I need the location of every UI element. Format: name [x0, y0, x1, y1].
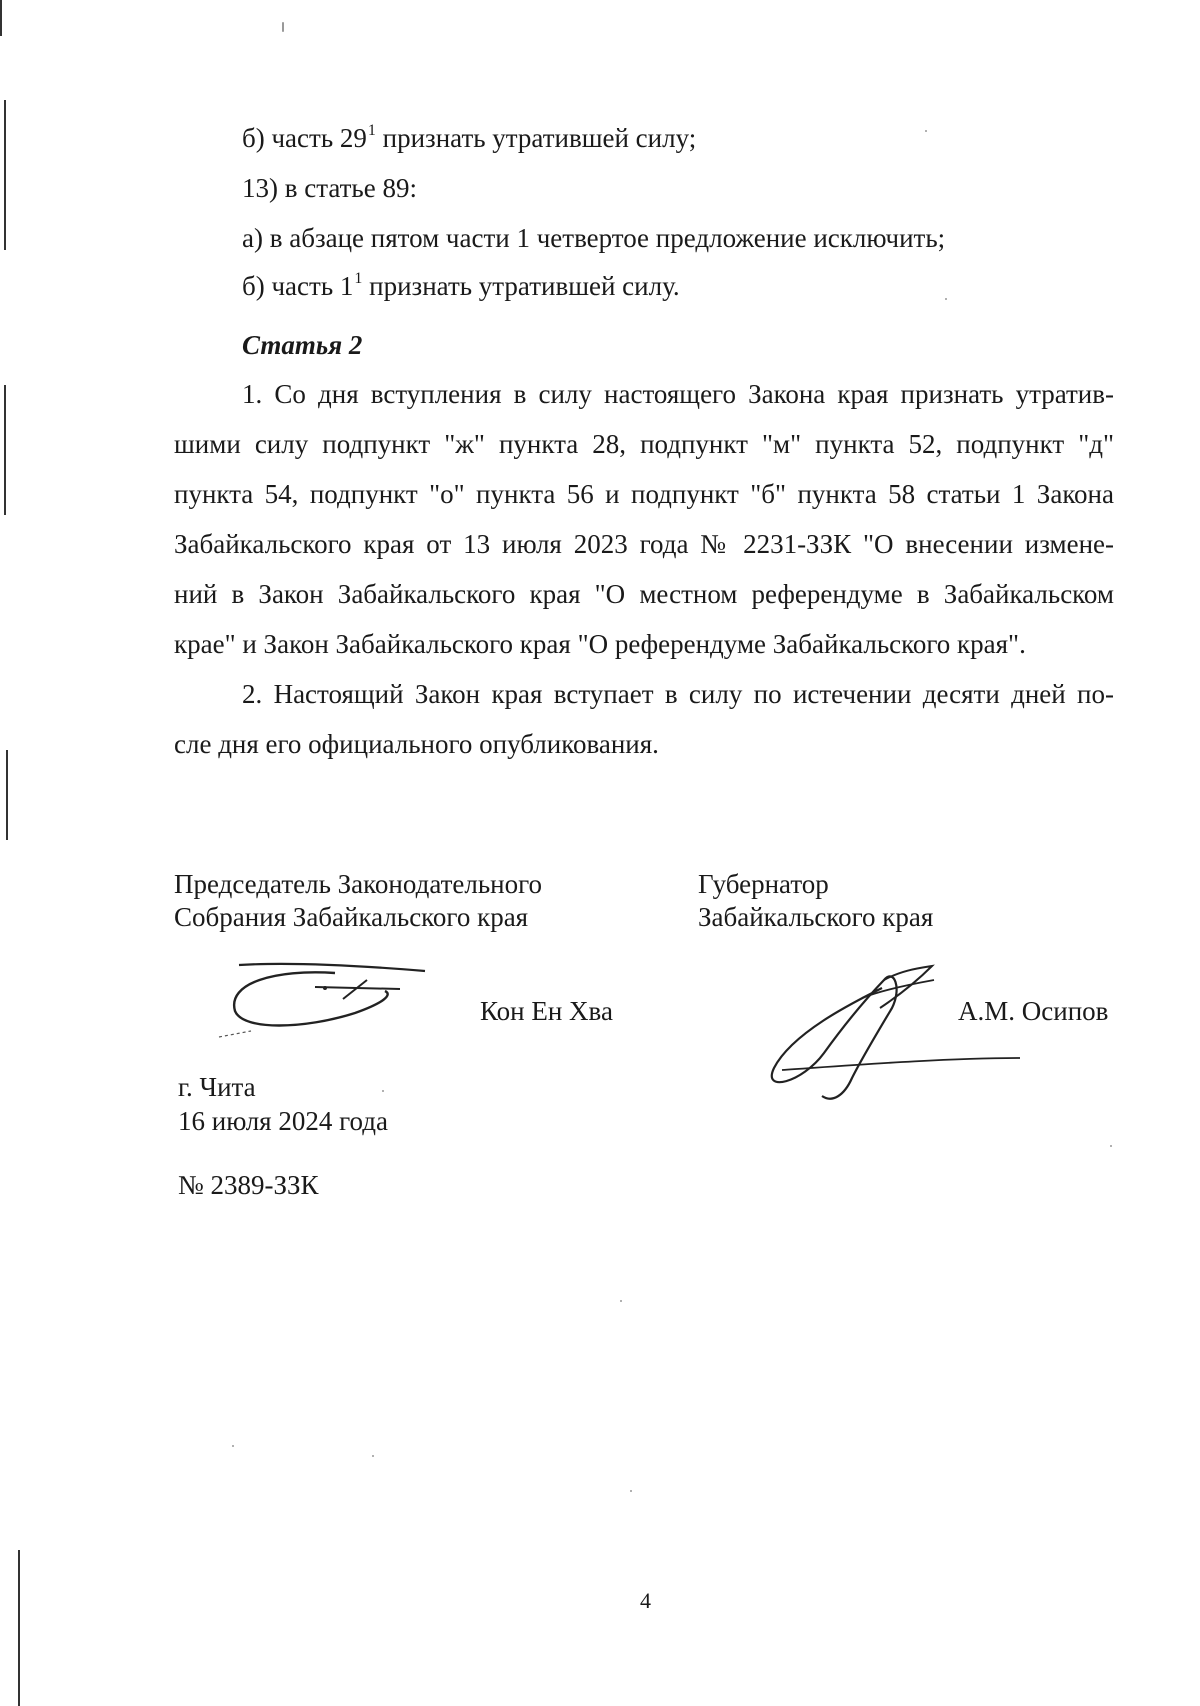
- item-b-part-1-1: [242, 270, 680, 301]
- scan-speck: [372, 1455, 374, 1457]
- item-text: признать утратившей силу.: [362, 271, 680, 301]
- scan-speck: [1110, 1145, 1112, 1147]
- right-signatory-name: А.М. Осипов: [958, 996, 1109, 1026]
- paragraph-1-line: шими силу подпункт "ж" пункта 28, подпункт "м" пункта 52, подпункт "д": [174, 429, 1114, 459]
- page-number: 4: [640, 1588, 651, 1613]
- left-signatory-name: Кон Ен Хва: [480, 996, 613, 1026]
- date: 16 июля 2024 года: [178, 1106, 388, 1136]
- law-number: № 2389-ЗЗК: [178, 1170, 319, 1200]
- item-text: признать утратившей силу;: [375, 123, 697, 153]
- item-text: б) часть 29: [242, 123, 367, 153]
- superscript: 1: [367, 122, 376, 139]
- scan-edge-mark: [6, 750, 8, 840]
- scan-edge-mark: [0, 0, 2, 36]
- item-text: а) в абзаце пятом части 1 четвертое предложение исключить;: [242, 223, 946, 253]
- paragraph-1-line: 1. Со дня вступления в силу настоящего Закона края признать утратив-: [242, 379, 1114, 409]
- paragraph-2-line: сле дня его официального опубликования.: [174, 729, 659, 759]
- scan-speck: [282, 22, 284, 32]
- scan-edge-mark: [4, 100, 6, 250]
- right-handwritten-signature: [762, 958, 1032, 1108]
- left-handwritten-signature: [215, 955, 435, 1045]
- article-title: Статья 2: [242, 330, 363, 360]
- scan-edge-mark: [4, 385, 6, 515]
- scan-speck: [620, 1300, 622, 1302]
- paragraph-1-line: Забайкальского края от 13 июля 2023 года № 2231-ЗЗК "О внесении измене-: [174, 529, 1114, 559]
- item-text: б) часть 1: [242, 271, 354, 301]
- scan-speck: [925, 130, 927, 132]
- title-line: Губернатор: [698, 869, 829, 899]
- scan-speck: [232, 1445, 234, 1447]
- item-13-article-89: [242, 175, 417, 202]
- place: г. Чита: [178, 1072, 256, 1102]
- item-b-part-29-1: [242, 122, 697, 153]
- scan-speck: [630, 1490, 632, 1492]
- superscript: 1: [354, 270, 363, 287]
- scan-speck: [945, 298, 947, 300]
- paragraph-1-line: ний в Закон Забайкальского края "О местном референдуме в Забайкальском: [174, 579, 1114, 609]
- left-signatory-title: [174, 868, 542, 934]
- scan-edge-mark: [18, 1550, 20, 1706]
- title-line: Забайкальского края: [698, 902, 934, 932]
- title-line: Председатель Законодательного: [174, 869, 543, 899]
- paragraph-1-line: пункта 54, подпункт "о" пункта 56 и подпункт "б" пункта 58 статьи 1 Закона: [174, 479, 1114, 509]
- paragraph-1-line: крае" и Закон Забайкальского края "О референдуме Забайкальского края".: [174, 629, 1026, 659]
- paragraph-2-line: 2. Настоящий Закон края вступает в силу по истечении десяти дней по-: [242, 679, 1114, 709]
- item-a-paragraph-five: [242, 225, 945, 252]
- scan-speck: [382, 1090, 384, 1092]
- title-line: Собрания Забайкальского края: [174, 902, 529, 932]
- right-signatory-title: [698, 868, 933, 934]
- item-text: 13) в статье 89:: [242, 173, 417, 203]
